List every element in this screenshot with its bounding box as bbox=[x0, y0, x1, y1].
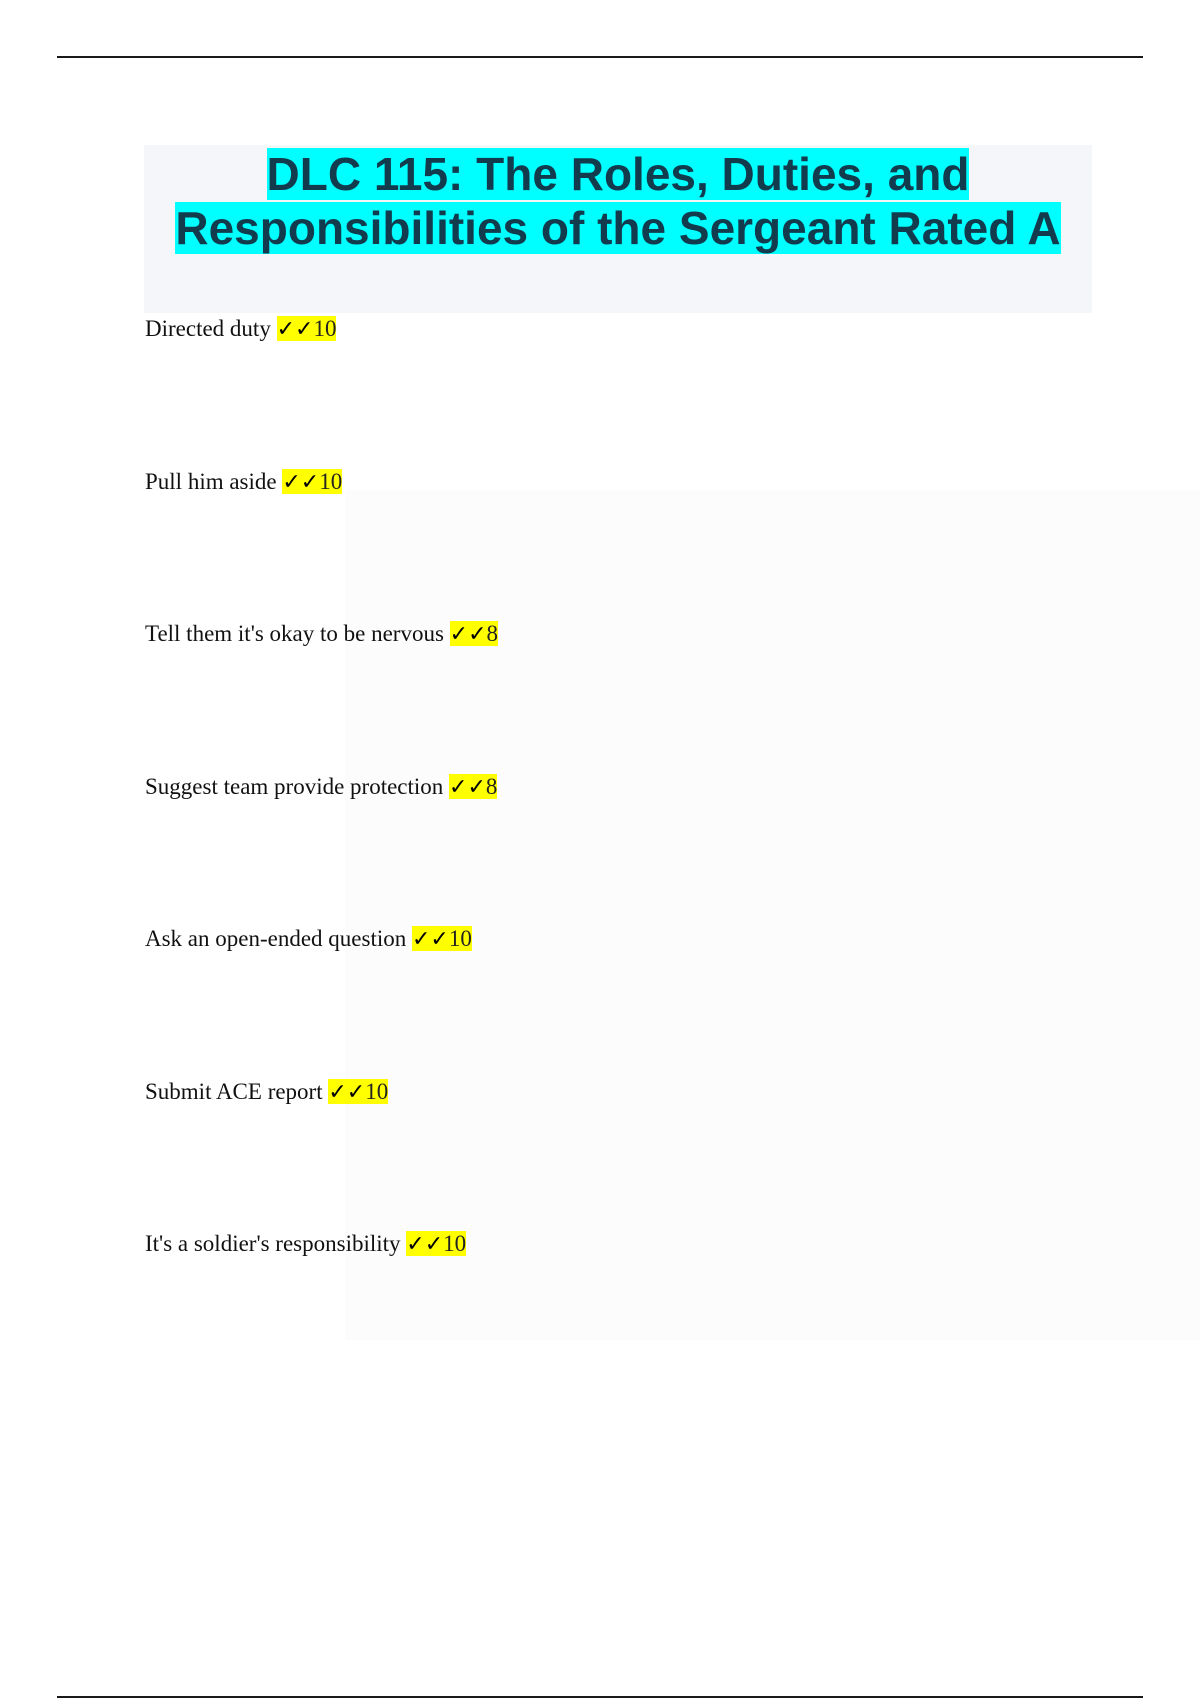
answer-text: It's a soldier's responsibility bbox=[145, 1231, 401, 1256]
score-highlight bbox=[412, 926, 472, 951]
double-check-icon: ✓✓ bbox=[282, 470, 320, 495]
answer-item bbox=[145, 924, 472, 955]
answer-text: Tell them it's okay to be nervous bbox=[145, 621, 444, 646]
answer-score: 8 bbox=[486, 621, 499, 646]
double-check-icon: ✓✓ bbox=[406, 1232, 444, 1257]
answer-text: Submit ACE report bbox=[145, 1079, 323, 1104]
answer-item bbox=[145, 619, 498, 650]
score-highlight bbox=[450, 621, 498, 646]
double-check-icon: ✓✓ bbox=[449, 622, 487, 647]
answer-score: 8 bbox=[485, 774, 498, 799]
score-highlight bbox=[406, 1231, 466, 1256]
answer-score: 10 bbox=[365, 1079, 389, 1104]
answer-item bbox=[145, 1229, 466, 1260]
score-highlight bbox=[282, 469, 342, 494]
title-box bbox=[144, 145, 1092, 313]
answer-text: Pull him aside bbox=[145, 469, 277, 494]
double-check-icon: ✓✓ bbox=[328, 1080, 366, 1105]
answer-item bbox=[145, 467, 342, 498]
top-rule bbox=[57, 56, 1143, 58]
background-panel bbox=[345, 490, 1200, 1340]
score-highlight bbox=[277, 316, 337, 341]
double-check-icon: ✓✓ bbox=[276, 317, 314, 342]
score-highlight bbox=[449, 774, 497, 799]
answer-score: 10 bbox=[313, 316, 337, 341]
document-title-text: DLC 115: The Roles, Duties, and Responsibilities of the Sergeant Rated A bbox=[175, 148, 1061, 254]
bottom-rule bbox=[57, 1696, 1143, 1698]
double-check-icon: ✓✓ bbox=[412, 927, 449, 952]
answer-item bbox=[145, 1077, 388, 1108]
answer-item bbox=[145, 314, 336, 345]
double-check-icon: ✓✓ bbox=[449, 775, 486, 800]
answer-text: Directed duty bbox=[145, 316, 271, 341]
answer-score: 10 bbox=[319, 469, 343, 494]
answer-text: Ask an open-ended question bbox=[145, 926, 407, 951]
document-title bbox=[144, 145, 1092, 255]
answer-text: Suggest team provide protection bbox=[145, 774, 444, 799]
score-highlight bbox=[328, 1079, 388, 1104]
answer-score: 10 bbox=[443, 1231, 467, 1256]
answer-score: 10 bbox=[448, 926, 472, 951]
answer-item bbox=[145, 772, 497, 803]
